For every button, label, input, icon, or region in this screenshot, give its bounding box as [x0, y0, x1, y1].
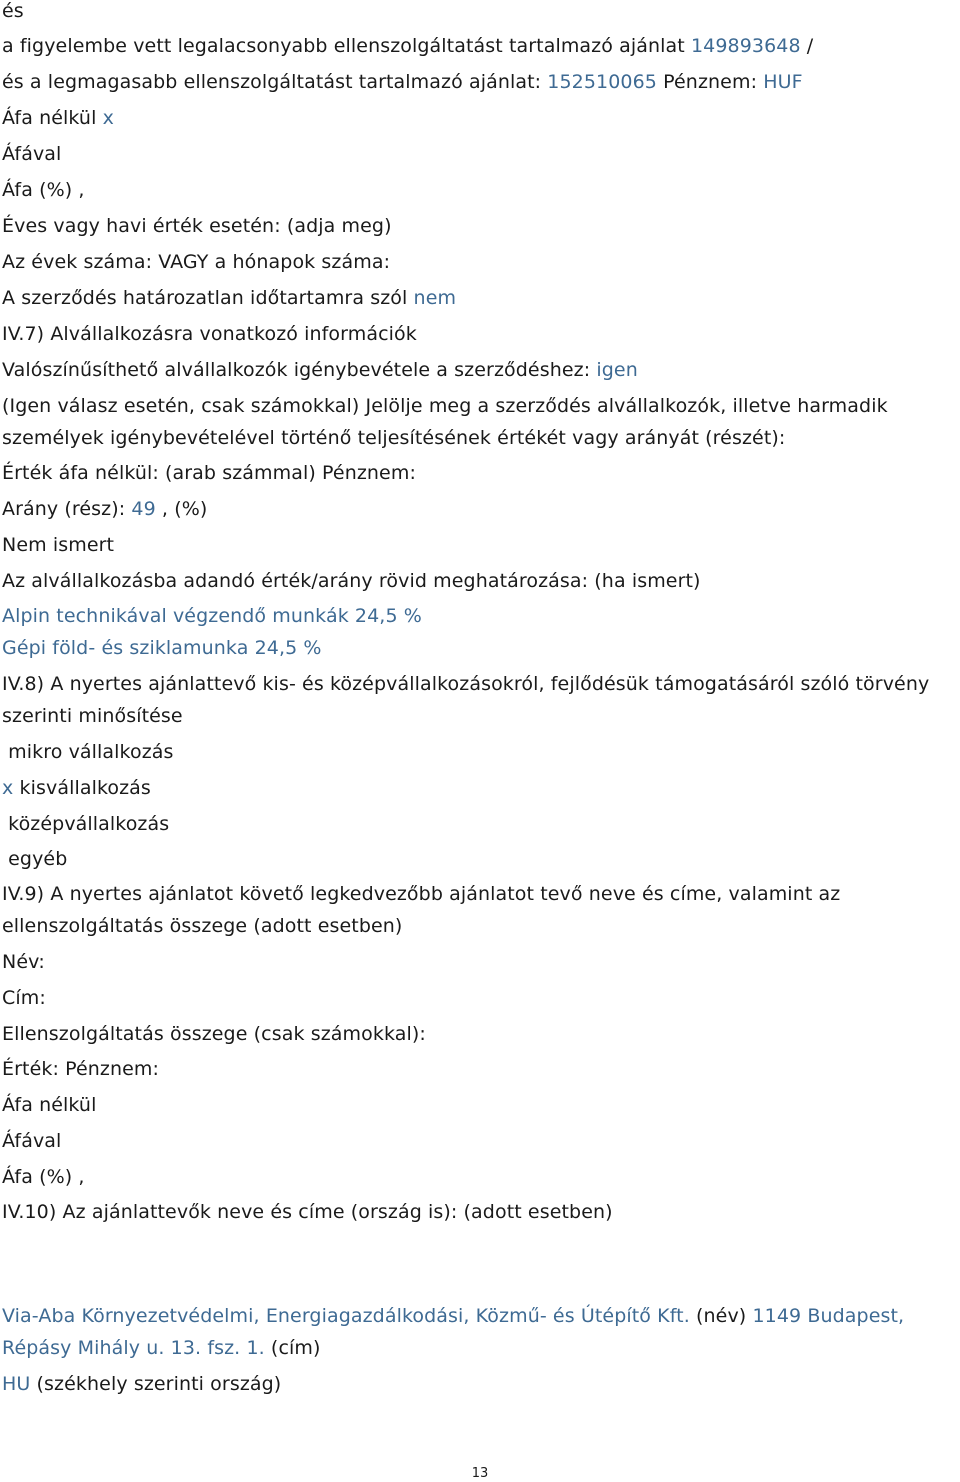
line-unknown: Nem ismert: [2, 534, 115, 556]
ratio-value: 49: [131, 498, 156, 520]
line-annual-monthly: Éves vagy havi érték esetén: (adja meg): [2, 215, 392, 237]
subcontract-item-alpine: Alpin technikával végzendő munkák 24,5 %: [2, 605, 422, 627]
section-heading-iv8-1: IV.8) A nyertes ajánlattevő kis- és középvállalkozásokról, fejlődésük támogatásáról szóló törvény: [2, 673, 930, 695]
subcontractor-use-value: igen: [596, 359, 638, 381]
line-years-months: Az évek száma: VAGY a hónapok száma:: [2, 251, 391, 273]
line-bidder-name: Via-Aba Környezetvédelmi, Energiagazdálkodási, Közmű- és Útépítő Kft. (név) 1149 Budapest,: [2, 1305, 905, 1327]
option-small-enterprise: x kisvállalkozás: [2, 777, 151, 799]
bidder-name-value: Via-Aba Környezetvédelmi, Energiagazdálkodási, Közmű- és Útépítő Kft.: [2, 1305, 690, 1327]
line-ratio: Arány (rész): 49 , (%): [2, 498, 208, 520]
vat-excluded-mark: x: [102, 107, 114, 129]
line-vat-included: Áfával: [2, 143, 62, 165]
bidder-address-value: Répásy Mihály u. 13. fsz. 1.: [2, 1337, 265, 1359]
section-heading-iv7: IV.7) Alvállalkozásra vonatkozó információk: [2, 323, 417, 345]
line-lowest-offer: a figyelembe vett legalacsonyabb ellenszolgáltatást tartalmazó ajánlat 149893648 /: [2, 35, 814, 57]
line-vat-percent-2: Áfa (%) ,: [2, 1166, 85, 1188]
section-heading-iv9-2: ellenszolgáltatás összege (adott esetben): [2, 915, 403, 937]
lowest-offer-value: 149893648: [690, 35, 801, 57]
section-heading-iv8-2: szerinti minősítése: [2, 705, 183, 727]
line-vat-excluded: Áfa nélkül x: [2, 107, 114, 129]
line-subcontract-description: Az alvállalkozásba adandó érték/arány rövid meghatározása: (ha ismert): [2, 570, 701, 592]
line-indefinite-term: A szerződés határozatlan időtartamra szól nem: [2, 287, 457, 309]
highest-offer-value: 152510065: [547, 71, 657, 93]
line-subcontract-instructions-1: (Igen válasz esetén, csak számokkal) Jelölje meg a szerződés alvállalkozók, illetve harmadik: [2, 395, 888, 417]
currency-value: HUF: [763, 71, 803, 93]
section-heading-iv10: IV.10) Az ajánlattevők neve és címe (ország is): (adott esetben): [2, 1201, 613, 1223]
line-consideration-amount: Ellenszolgáltatás összege (csak számokkal):: [2, 1023, 426, 1045]
line-bidder-country: HU (székhely szerinti ország): [2, 1373, 282, 1395]
bidder-city-value: 1149 Budapest,: [752, 1305, 905, 1327]
page-number: 13: [471, 1466, 489, 1481]
line-vat-included-2: Áfával: [2, 1130, 62, 1152]
bidder-country-value: HU: [2, 1373, 31, 1395]
section-heading-iv9-1: IV.9) A nyertes ajánlatot követő legkedvezőbb ajánlatot tevő neve és címe, valamint az: [2, 883, 841, 905]
option-micro-enterprise: mikro vállalkozás: [2, 741, 174, 763]
subcontract-item-earthwork: Gépi föld- és sziklamunka 24,5 %: [2, 637, 322, 659]
option-other: egyéb: [2, 848, 68, 870]
line-highest-offer: és a legmagasabb ellenszolgáltatást tartalmazó ajánlat: 152510065 Pénznem: HUF: [2, 71, 803, 93]
line-vat-excluded-2: Áfa nélkül: [2, 1094, 97, 1116]
line-es: és: [2, 0, 24, 22]
option-medium-enterprise: középvállalkozás: [2, 813, 170, 835]
line-vat-percent: Áfa (%) ,: [2, 179, 85, 201]
line-value-without-vat: Érték áfa nélkül: (arab számmal) Pénznem:: [2, 462, 416, 484]
line-subcontract-instructions-2: személyek igénybevételével történő teljesítésének értékét vagy arányát (részét):: [2, 427, 786, 449]
line-name: Név:: [2, 951, 45, 973]
line-subcontractor-use: Valószínűsíthető alvállalkozók igénybevétele a szerződéshez: igen: [2, 359, 638, 381]
small-enterprise-mark: x: [2, 777, 14, 799]
line-bidder-address: Répásy Mihály u. 13. fsz. 1. (cím): [2, 1337, 321, 1359]
line-value-currency: Érték: Pénznem:: [2, 1058, 160, 1080]
indefinite-term-value: nem: [413, 287, 457, 309]
line-address: Cím:: [2, 987, 46, 1009]
